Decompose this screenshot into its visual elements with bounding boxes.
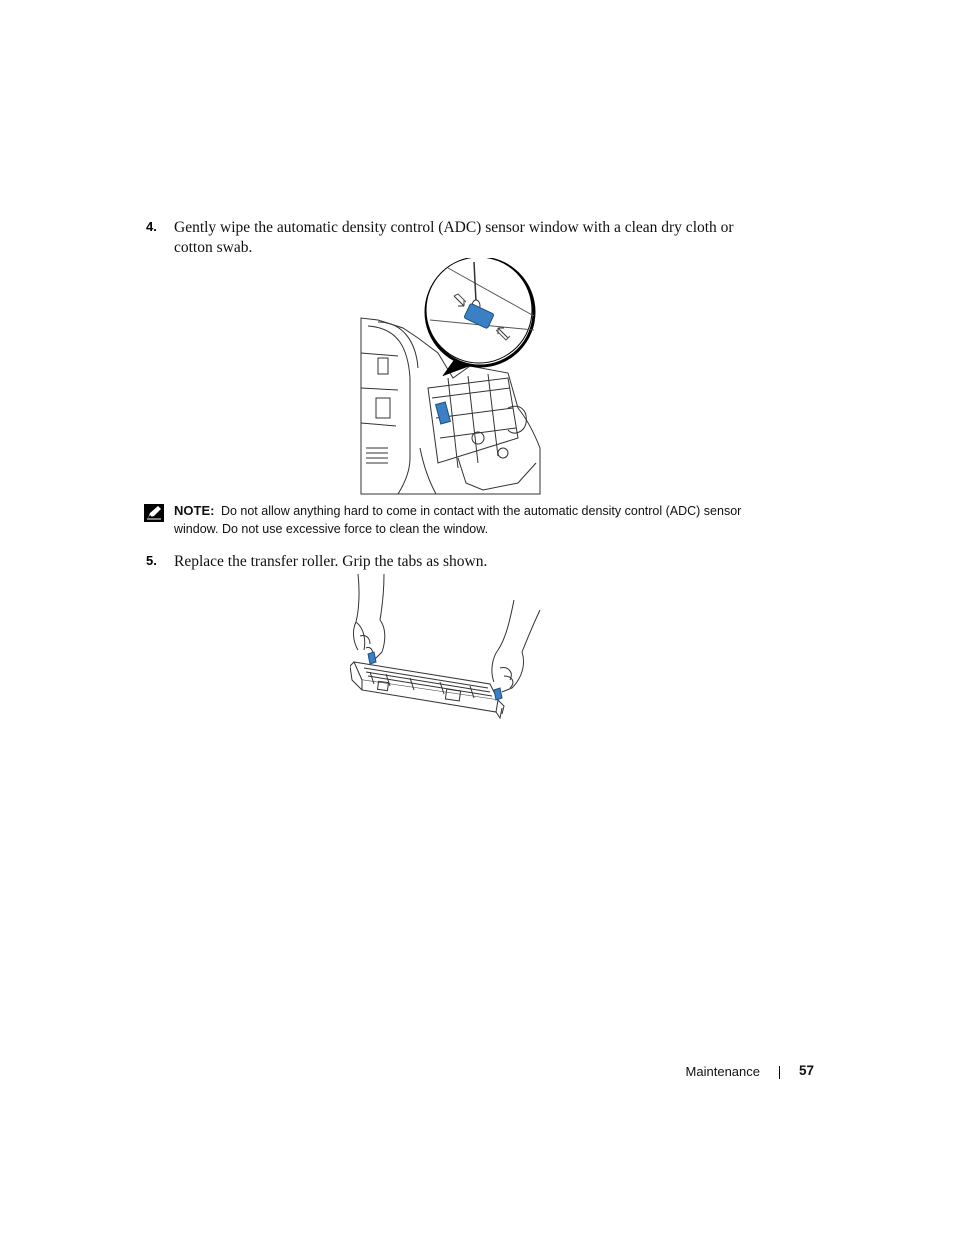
footer-section-title: Maintenance <box>685 1064 760 1079</box>
step-number: 4. <box>146 219 157 234</box>
footer-divider <box>779 1066 780 1079</box>
note-body: Do not allow anything hard to come in contact with the automatic density control (ADC) sensor window. Do not use excessive force to clean the window. <box>174 504 742 536</box>
transfer-roller-illustration <box>350 572 544 736</box>
page-number: 57 <box>798 1063 814 1078</box>
page-footer <box>600 1063 816 1083</box>
step-text: Replace the transfer roller. Grip the tabs as shown. <box>174 553 488 570</box>
step-text: Gently wipe the automatic density control (ADC) sensor window with a clean dry cloth or cotton swab. <box>174 219 734 256</box>
step-number: 5. <box>146 553 157 568</box>
pencil-note-icon <box>144 504 164 522</box>
adc-sensor-illustration <box>358 258 542 496</box>
note-text-block <box>174 502 764 538</box>
note-label: NOTE: <box>174 503 215 518</box>
